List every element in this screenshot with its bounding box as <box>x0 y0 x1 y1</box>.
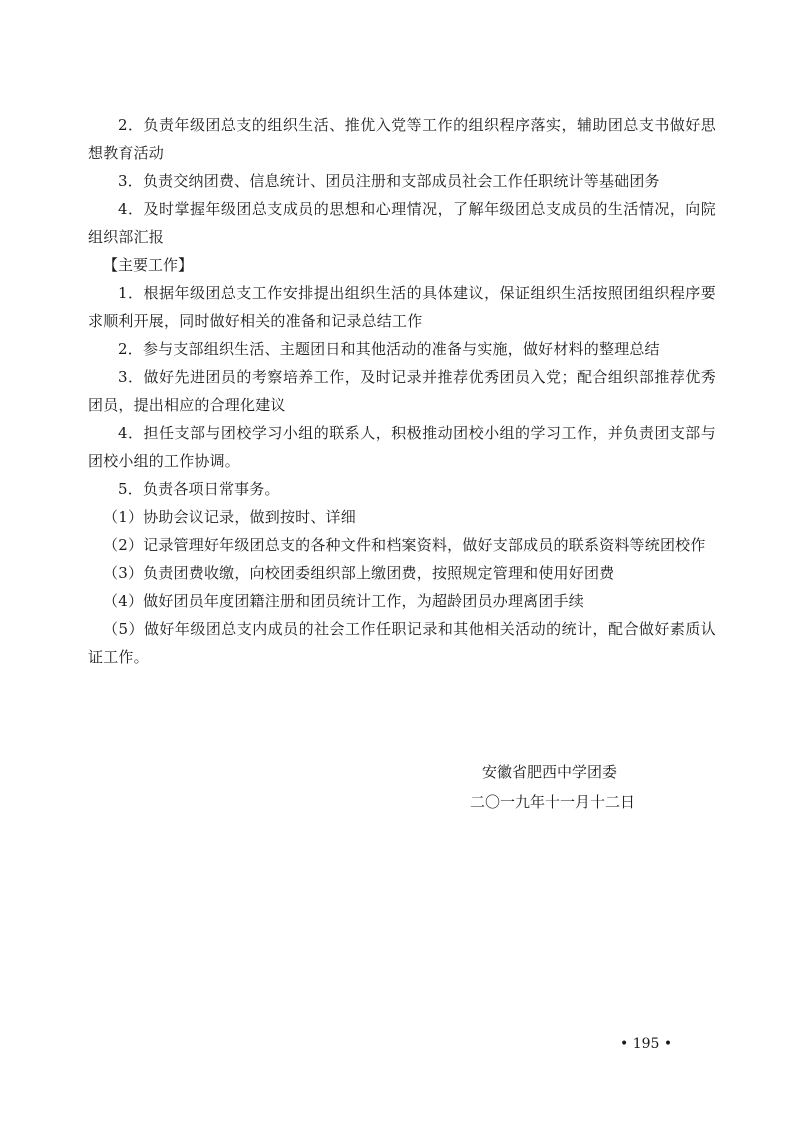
duty-paragraph-4: 4．及时掌握年级团总支成员的思想和心理情况，了解年级团总支成员的生活情况，向院组织部汇报 <box>88 200 716 246</box>
signature-organization: 安徽省肥西中学团委 <box>482 763 618 781</box>
sub-item-5: （5）做好年级团总支内成员的社会工作任职记录和其他相关活动的统计，配合做好素质认证工作。 <box>88 620 716 666</box>
main-work-item-4: 4．担任支部与团校学习小组的联系人，积极推动团校小组的学习工作，并负责团支部与团校小组的工作协调。 <box>88 424 716 470</box>
main-work-item-3: 3．做好先进团员的考察培养工作，及时记录并推荐优秀团员入党；配合组织部推荐优秀团员，提出相应的合理化建议 <box>88 368 716 414</box>
page-number: • 195 • <box>620 1036 673 1052</box>
section-heading-main-work: 【主要工作】 <box>103 256 194 274</box>
sub-item-4: （4）做好团员年度团籍注册和团员统计工作，为超龄团员办理离团手续 <box>103 592 584 610</box>
duty-paragraph-3: 3．负责交纳团费、信息统计、团员注册和支部成员社会工作任职统计等基础团务 <box>118 172 660 190</box>
sub-item-2: （2）记录管理好年级团总支的各种文件和档案资料，做好支部成员的联系资料等统团校作 <box>103 536 706 554</box>
main-work-item-5: 5．负责各项日常事务。 <box>118 480 280 498</box>
main-work-item-1: 1．根据年级团总支工作安排提出组织生活的具体建议，保证组织生活按照团组织程序要求顺利开展，同时做好相关的准备和记录总结工作 <box>88 284 716 330</box>
sub-item-3: （3）负责团费收缴，向校团委组织部上缴团费，按照规定管理和使用好团费 <box>103 564 615 582</box>
signature-block <box>470 757 690 817</box>
sub-item-1: （1）协助会议记录，做到按时、详细 <box>103 508 356 526</box>
document-body <box>88 111 716 671</box>
duty-paragraph-2: 2．负责年级团总支的组织生活、推优入党等工作的组织程序落实，辅助团总支书做好思想教育活动 <box>88 116 716 162</box>
main-work-item-2: 2．参与支部组织生活、主题团日和其他活动的准备与实施，做好材料的整理总结 <box>118 340 660 358</box>
signature-date: 二〇一九年十一月十二日 <box>470 793 636 811</box>
